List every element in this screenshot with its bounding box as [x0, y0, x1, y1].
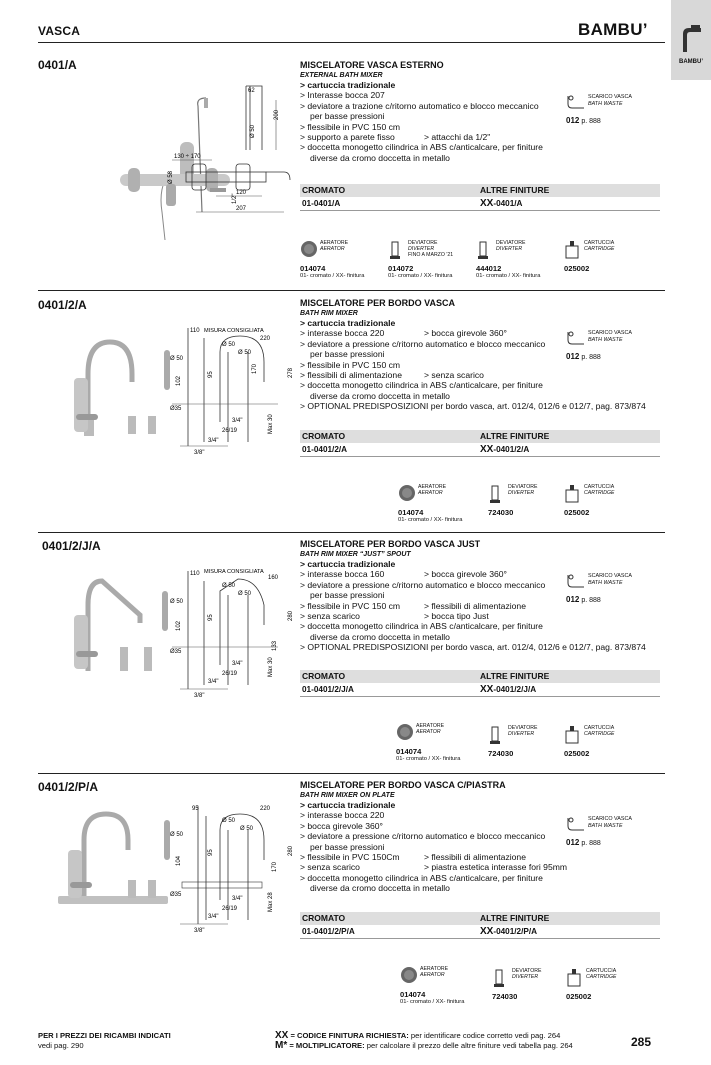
svg-text:26/19: 26/19: [222, 906, 238, 912]
spare-note: 01- cromato / XX- finitura: [396, 756, 461, 762]
section-divider: [38, 532, 665, 533]
drain-page: p. 888: [581, 597, 601, 604]
feature-item: > flessibile in PVC 150Cm > flessibili di alimentazione: [300, 852, 526, 863]
spare-code: 025002: [566, 992, 592, 1001]
drain-code: 012: [566, 352, 580, 361]
feature-item: diverse da cromo doccetta in metallo: [310, 152, 450, 163]
finish-chrome-label: CROMATO: [302, 671, 346, 681]
chrome-code: 01-0401/2/A: [302, 445, 348, 454]
drain-code: 012: [566, 838, 580, 847]
svg-text:3/4": 3/4": [208, 438, 219, 444]
spare-code: 014074: [300, 264, 326, 273]
svg-text:95: 95: [192, 806, 199, 812]
svg-text:MISURA CONSIGLIATA: MISURA CONSIGLIATA: [204, 569, 264, 575]
dim-label: Ø 50: [250, 124, 256, 138]
svg-text:280: 280: [288, 610, 294, 621]
svg-text:3/8": 3/8": [194, 693, 205, 699]
page-title: VASCA: [38, 24, 81, 38]
spare-code: 025002: [564, 508, 590, 517]
other-finish-code: XX-0401/2/A: [480, 444, 530, 455]
spare-note: 01- cromato / XX- finitura: [398, 517, 463, 523]
svg-text:MISURA CONSIGLIATA: MISURA CONSIGLIATA: [204, 328, 264, 334]
spare-part[interactable]: CARTUCCIA CARTRIDGE 025002: [564, 725, 615, 758]
finishes-header: [300, 912, 660, 925]
bath-waste-icon: [566, 94, 586, 112]
feature-item: > doccetta monogetto cilindrica in ABS c/anticalcare, per finiture: [300, 872, 543, 883]
feature-item: > deviatore a pressione c/ritorno automatico e blocco meccanico: [300, 338, 546, 349]
footer-left-title: PER I PREZZI DEI RICAMBI INDICATI: [38, 1031, 171, 1040]
dim-label: 207: [236, 206, 247, 212]
spare-code: 025002: [564, 264, 590, 273]
dim-label: 130 ÷ 170: [174, 154, 201, 160]
spare-note: 01- cromato / XX- finitura: [476, 273, 541, 279]
feature-item: > Interasse bocca 207: [300, 90, 385, 101]
feature-item: > deviatore a pressione c/ritorno automatico e blocco meccanico: [300, 579, 546, 590]
dim-label: 200: [274, 109, 280, 120]
svg-text:3/4": 3/4": [208, 914, 219, 920]
spare-part[interactable]: DEVIATORE DIVERTER 724030: [488, 484, 538, 517]
spare-code: 444012: [476, 264, 502, 273]
finishes-codes: [300, 926, 660, 939]
svg-text:Ø35: Ø35: [170, 892, 182, 898]
svg-text:Ø 50: Ø 50: [170, 356, 184, 362]
svg-text:220: 220: [260, 806, 271, 812]
technical-drawing: [166, 80, 296, 230]
bath-waste-icon: [566, 816, 586, 834]
finish-chrome-label: CROMATO: [302, 913, 346, 923]
spare-part[interactable]: CARTUCCIA CARTRIDGE 025002: [566, 968, 617, 1001]
feature-item: > deviatore a trazione c/ritorno automatico e blocco meccanico: [300, 100, 539, 111]
feature-item: > interasse bocca 220 > bocca girevole 360°: [300, 328, 507, 339]
drain-page: p. 888: [581, 118, 601, 125]
svg-text:102: 102: [176, 375, 182, 386]
footer-legend: [275, 1031, 573, 1051]
spare-part[interactable]: AERATORE AERATOR 014074 01- cromato / XX- finitura: [400, 966, 465, 1005]
feature-list: [300, 800, 660, 894]
svg-text:220: 220: [260, 336, 271, 342]
spare-code: 025002: [564, 749, 590, 758]
spare-code: 014074: [398, 508, 424, 517]
spare-part[interactable]: AERATORE AERATOR 014074 01- cromato / XX- finitura: [398, 484, 463, 523]
svg-text:3/8": 3/8": [194, 450, 205, 456]
product-photo: [48, 810, 178, 910]
product-title: MISCELATORE PER BORDO VASCA JUST: [300, 539, 481, 549]
drain-label-en: BATH WASTE: [588, 336, 623, 343]
spare-code: 724030: [492, 992, 518, 1001]
feature-item: > interasse bocca 160 > bocca girevole 360°: [300, 569, 507, 580]
chrome-code: 01-0401/2/P/A: [302, 927, 355, 936]
footer-spare-prices: [38, 1031, 171, 1051]
spare-code: 014074: [396, 747, 422, 756]
feature-item: > flessibile in PVC 150 cm > flessibili di alimentazione: [300, 600, 526, 611]
finish-other-label: ALTRE FINITURE: [480, 431, 550, 441]
chrome-code: 01-0401/A: [302, 199, 341, 208]
spare-code: 724030: [488, 749, 514, 758]
product-subtitle: BATH RIM MIXER: [300, 310, 358, 317]
feature-item: > OPTIONAL PREDISPOSIZIONI per bordo vasca, art. 012/4, 012/6 e 012/7, pag. 873/874: [300, 642, 646, 653]
drain-label: SCARICO VASCA: [588, 573, 632, 579]
svg-text:3/4": 3/4": [208, 679, 219, 685]
finish-chrome-label: CROMATO: [302, 431, 346, 441]
spare-part[interactable]: DEVIATORE DIVERTER FINO A MARZO '21 014072 01- cromato / XX- finitura: [388, 240, 454, 279]
svg-text:Ø 50: Ø 50: [238, 591, 252, 597]
svg-text:110: 110: [190, 571, 200, 577]
spare-note: 01- cromato / XX- finitura: [388, 273, 453, 279]
svg-text:Ø 50: Ø 50: [240, 826, 254, 832]
feature-item: > supporto a parete fisso > attacchi da 1/2": [300, 132, 491, 143]
legend-multiplier: M* = MOLTIPLICATORE: per calcolare il prezzo delle altre finiture vedi tabella pag. 264: [275, 1040, 573, 1051]
footer-left-ref: vedi pag. 290: [38, 1041, 84, 1050]
drain-label: SCARICO VASCA: [588, 816, 632, 822]
svg-text:Ø 50: Ø 50: [222, 818, 236, 824]
spare-part[interactable]: CARTUCCIA CARTRIDGE 025002: [564, 240, 615, 273]
spare-part[interactable]: AERATORE AERATOR 014074 01- cromato / XX- finitura: [396, 723, 461, 762]
svg-text:Ø 50: Ø 50: [170, 599, 184, 605]
feature-item: per basse pressioni: [310, 111, 385, 122]
legend-xx: XX = CODICE FINITURA RICHIESTA: per identificare codice corretto vedi pag. 264: [275, 1030, 561, 1041]
feature-item: > interasse bocca 220: [300, 810, 385, 821]
svg-text:Ø35: Ø35: [170, 406, 182, 412]
svg-text:170: 170: [252, 363, 258, 374]
technical-drawing: [168, 322, 298, 462]
feature-item: > senza scarico > bocca tipo Just: [300, 611, 489, 622]
svg-text:280: 280: [288, 845, 294, 856]
drain-label-en: BATH WASTE: [588, 822, 623, 829]
svg-text:Ø 50: Ø 50: [170, 832, 184, 838]
spare-part[interactable]: AERATORE AERATOR 014074 01- cromato / XX- finitura: [300, 240, 365, 279]
faucet-icon: [677, 24, 705, 54]
feature-item: per basse pressioni: [310, 349, 385, 360]
section-divider: [38, 290, 665, 291]
dim-label: Ø 58: [168, 170, 174, 184]
svg-text:Max 30: Max 30: [268, 657, 274, 677]
feature-item: > cartuccia tradizionale: [300, 80, 396, 90]
drain-code: 012: [566, 116, 580, 125]
product-info: [300, 780, 660, 894]
brand-tab-label: BAMBU’: [679, 59, 703, 65]
drain-label-en: BATH WASTE: [588, 100, 623, 107]
dim-label: 120: [236, 190, 247, 196]
spare-part[interactable]: DEVIATORE DIVERTER 724030: [492, 968, 542, 1001]
other-finish-code: XX-0401/A: [480, 198, 523, 209]
header-divider: [38, 42, 665, 43]
product-subtitle: BATH RIM MIXER ON PLATE: [300, 792, 395, 799]
svg-text:133: 133: [272, 640, 278, 651]
product-code: 0401/2/A: [38, 298, 87, 312]
spare-part[interactable]: DEVIATORE DIVERTER 724030: [488, 725, 538, 758]
technical-drawing: [168, 565, 298, 705]
feature-item: > flessibile in PVC 150 cm: [300, 359, 401, 370]
feature-item: > flessibili di alimentazione > senza scarico: [300, 370, 484, 381]
svg-text:170: 170: [272, 861, 278, 872]
svg-text:102: 102: [176, 620, 182, 631]
other-finish-code: XX-0401/2/J/A: [480, 684, 537, 695]
feature-item: > doccetta monogetto cilindrica in ABS c/anticalcare, per finiture: [300, 380, 543, 391]
svg-text:Ø 50: Ø 50: [222, 342, 236, 348]
page-number: 285: [631, 1035, 652, 1049]
other-finish-code: XX-0401/2/P/A: [480, 926, 538, 937]
finishes-codes: [300, 444, 660, 457]
product-subtitle: BATH RIM MIXER “JUST” SPOUT: [300, 551, 411, 558]
feature-item: > cartuccia tradizionale: [300, 800, 396, 810]
svg-text:Ø35: Ø35: [170, 649, 182, 655]
drain-label: SCARICO VASCA: [588, 330, 632, 336]
product-code: 0401/2/P/A: [38, 780, 99, 794]
spare-note: 01- cromato / XX- finitura: [400, 999, 465, 1005]
feature-item: > cartuccia tradizionale: [300, 318, 396, 328]
svg-text:Max 30: Max 30: [268, 414, 274, 434]
finishes-header: [300, 670, 660, 683]
brand-name: BAMBU’: [578, 20, 648, 39]
bath-waste-ref[interactable]: [566, 816, 646, 847]
spare-part[interactable]: DEVIATORE DIVERTER 444012 01- cromato / XX- finitura: [476, 240, 541, 279]
product-photo: [48, 338, 178, 438]
svg-text:278: 278: [288, 367, 294, 378]
drain-code: 012: [566, 595, 580, 604]
product-section: [38, 780, 665, 1020]
feature-item: per basse pressioni: [310, 841, 385, 852]
drain-page: p. 888: [581, 354, 601, 361]
feature-item: > doccetta monogetto cilindrica in ABS c/anticalcare, per finiture: [300, 621, 543, 632]
spare-part[interactable]: CARTUCCIA CARTRIDGE 025002: [564, 484, 615, 517]
product-section: [38, 58, 665, 288]
feature-item: > deviatore a pressione c/ritorno automatico e blocco meccanico: [300, 831, 546, 842]
feature-item: > doccetta monogetto cilindrica in ABS c/anticalcare, per finiture: [300, 142, 543, 153]
dim-label: 1/2": [232, 193, 238, 204]
spare-note: 01- cromato / XX- finitura: [300, 273, 365, 279]
svg-text:95: 95: [208, 371, 214, 378]
product-section: [38, 539, 665, 771]
svg-text:95: 95: [208, 849, 214, 856]
product-title: MISCELATORE VASCA ESTERNO: [300, 60, 444, 70]
finish-other-label: ALTRE FINITURE: [480, 185, 550, 195]
svg-text:26/19: 26/19: [222, 428, 238, 434]
finishes-header: [300, 184, 660, 197]
spare-code: 724030: [488, 508, 514, 517]
feature-item: diverse da cromo doccetta in metallo: [310, 883, 450, 894]
svg-text:95: 95: [208, 614, 214, 621]
feature-item: diverse da cromo doccetta in metallo: [310, 390, 450, 401]
spare-code: 014074: [400, 990, 426, 999]
svg-text:Max 28: Max 28: [268, 892, 274, 912]
svg-text:3/4": 3/4": [232, 418, 243, 424]
bath-waste-ref[interactable]: [566, 94, 646, 125]
finish-chrome-label: CROMATO: [302, 185, 346, 195]
feature-item: diverse da cromo doccetta in metallo: [310, 631, 450, 642]
finishes-codes: [300, 684, 660, 697]
feature-item: > bocca girevole 360°: [300, 820, 383, 831]
svg-text:Ø 50: Ø 50: [222, 583, 236, 589]
bath-waste-ref[interactable]: [566, 573, 646, 604]
spare-code: 014072: [388, 264, 414, 273]
drain-page: p. 888: [581, 840, 601, 847]
bath-waste-icon: [566, 573, 586, 591]
svg-text:110: 110: [190, 328, 200, 334]
feature-item: > flessibile in PVC 150 cm: [300, 121, 401, 132]
product-section: [38, 298, 665, 530]
product-subtitle: EXTERNAL BATH MIXER: [300, 72, 383, 79]
drain-label: SCARICO VASCA: [588, 94, 632, 100]
bath-waste-ref[interactable]: [566, 330, 646, 361]
product-title: MISCELATORE PER BORDO VASCA: [300, 298, 456, 308]
drain-label-en: BATH WASTE: [588, 579, 623, 586]
svg-text:160: 160: [268, 575, 279, 581]
svg-text:Ø 50: Ø 50: [238, 350, 252, 356]
product-photo: [48, 575, 178, 675]
product-title: MISCELATORE PER BORDO VASCA C/PIASTRA: [300, 780, 506, 790]
svg-text:3/8": 3/8": [194, 928, 205, 934]
section-divider: [38, 773, 665, 774]
feature-item: > OPTIONAL PREDISPOSIZIONI per bordo vasca, art. 012/4, 012/6 e 012/7, pag. 873/874: [300, 401, 646, 412]
finishes-header: [300, 430, 660, 443]
product-code: 0401/2/J/A: [42, 539, 101, 553]
finish-other-label: ALTRE FINITURE: [480, 671, 550, 681]
feature-item: > cartuccia tradizionale: [300, 559, 396, 569]
feature-item: > senza scarico > piastra estetica interasse fori 95mm: [300, 862, 568, 873]
product-info: [300, 539, 660, 653]
finishes-codes: [300, 198, 660, 211]
svg-text:3/4": 3/4": [232, 896, 243, 902]
feature-item: per basse pressioni: [310, 590, 385, 601]
finish-other-label: ALTRE FINITURE: [480, 913, 550, 923]
feature-list: [300, 80, 660, 163]
svg-text:104: 104: [176, 855, 182, 866]
bath-waste-icon: [566, 330, 586, 348]
dim-label: 62: [248, 88, 255, 94]
svg-text:3/4": 3/4": [232, 661, 243, 667]
product-info: [300, 298, 660, 412]
svg-text:26/19: 26/19: [222, 671, 238, 677]
technical-drawing: [168, 800, 298, 940]
product-code: 0401/A: [38, 58, 77, 72]
chrome-code: 01-0401/2/J/A: [302, 685, 354, 694]
